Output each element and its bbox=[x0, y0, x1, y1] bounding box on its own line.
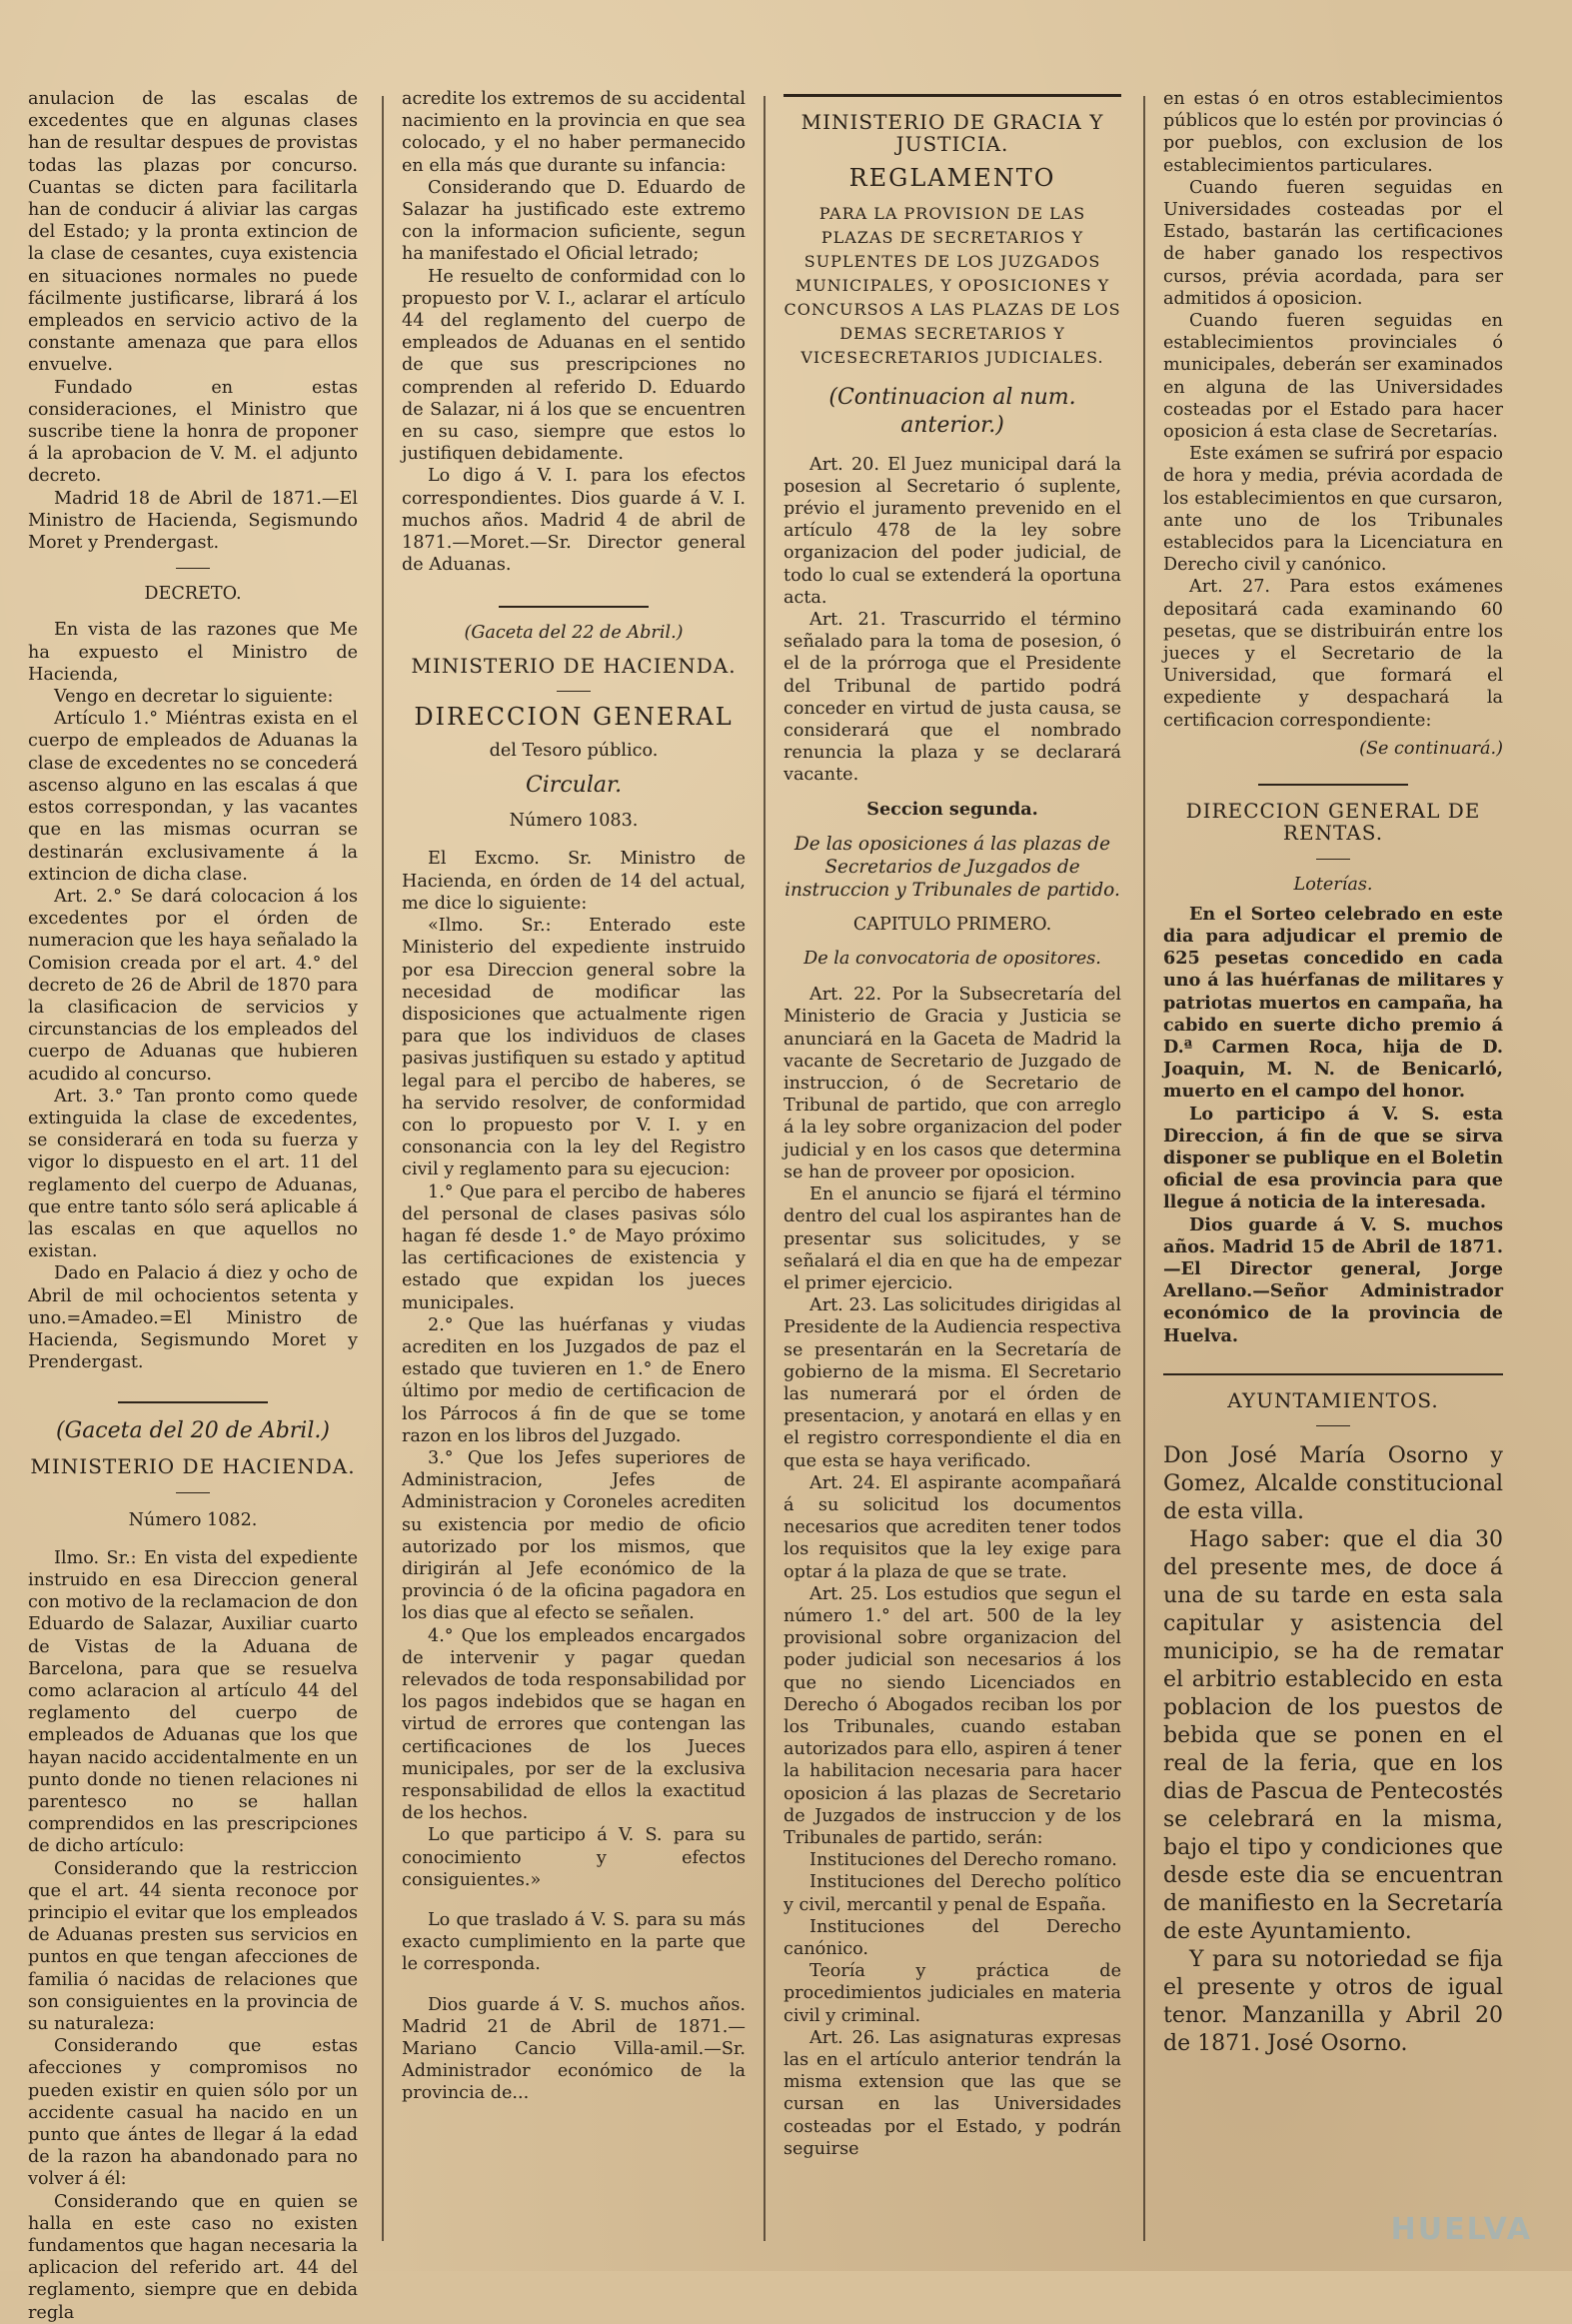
ministry-heading: MINISTERIO DE HACIENDA. bbox=[30, 1454, 356, 1479]
ministry-heading: MINISTERIO DE HACIENDA. bbox=[411, 653, 737, 678]
subheading: del Tesoro público. bbox=[489, 741, 659, 762]
paragraph: Lo que participo á V. S. para su conocimiento y efectos consiguientes.» bbox=[402, 1825, 746, 1890]
paragraph: Don José María Osorno y Gomez, Alcalde constitucional de esta villa. bbox=[1163, 1442, 1503, 1524]
divider bbox=[176, 568, 210, 569]
paragraph: 4.° Que los empleados encargados de intervenir y pagar quedan relevados de toda responsabilidad por los pagos indebidos que se hagan en virtud de errores que contengan las certificaciones de los Jueces municipales, por ser de la exclusiva responsabilidad de ellos la exactitud de los hechos. bbox=[402, 1625, 746, 1824]
paragraph: Dado en Palacio á diez y ocho de Abril de mil ochocientos setenta y uno.=Amadeo.=El Ministro de Hacienda, Segismundo Moret y Prendergast. bbox=[28, 1263, 358, 1373]
paragraph: Ilmo. Sr.: En vista del expediente instruido en esa Direccion general con motivo de la reclamacion de don Eduardo de Salazar, Auxiliar cuarto de Vistas de la Aduana de Barcelona, para que se resuelva como aclaracion al artículo 44 del reglamento del cuerpo de empleados de Aduanas que los que hayan nacido accidentalmente en un punto donde no tienen relaciones ni parentesco no se hallan comprendidos en las prescripciones de dicho artículo: bbox=[28, 1547, 358, 1857]
paragraph: en estas ó en otros establecimientos públicos que lo estén por provincias ó por pueblos, con exclusion de los establecimientos particulares. bbox=[1163, 89, 1503, 176]
paragraph: Art. 2.° Se dará colocacion á los excedentes por el órden de numeracion que les haya señalado la Comision creada por el art. 4.° del decreto de 26 de Abril de 1870 para la clasificacion de servicios y circunstancias de los empleados del cuerpo de Aduanas que hubieren acudido al concurso. bbox=[28, 886, 358, 1085]
paragraph: Dios guarde á V. S. muchos años. Madrid 21 de Abril de 1871.—Mariano Cancio Villa-amil.—Sr. Administrador económico de la provincia de... bbox=[402, 1994, 746, 2104]
paragraph: He resuelto de conformidad con lo propuesto por V. I., aclarar el artículo 44 del reglamento del cuerpo de empleados de Aduanas en el sentido de que sus prescripciones no comprenden al referido D. Eduardo de Salazar, ni á los que se encuentren en su caso, siempre que estos lo justifiquen debidamente. bbox=[402, 266, 746, 465]
paragraph: Art. 20. El Juez municipal dará la posesion al Secretario ó suplente, prévio el juramento prevenido en el artículo 478 de la ley sobre organizacion del poder judicial, de todo lo cual se extenderá la oportuna acta. bbox=[784, 454, 1121, 608]
direction-heading: DIRECCION GENERAL DE RENTAS. bbox=[1185, 799, 1481, 846]
paragraph: Lo digo á V. I. para los efectos correspondientes. Dios guarde á V. I. muchos años. Madrid 4 de abril de 1871.—Moret.—Sr. Director general de Aduanas. bbox=[402, 466, 746, 576]
section-heading: Seccion segunda. bbox=[866, 798, 1038, 820]
column-rule bbox=[764, 96, 766, 2241]
paragraph: En vista de las razones que Me ha expuesto el Ministro de Hacienda, bbox=[28, 620, 358, 685]
regulation-subtitle: PARA LA PROVISION DE LAS PLAZAS DE SECRETARIOS Y SUPLENTES DE LOS JUZGADOS MUNICIPALES, Y OPOSICIONES Y CONCURSOS A LAS PLAZAS DE LOS DEMAS SECRETARIOS Y VICESECRETARIOS JUDICIALES. bbox=[784, 203, 1121, 367]
circular-label: Circular. bbox=[525, 773, 623, 799]
paragraph: Instituciones del Derecho político y civil, mercantil y penal de España. bbox=[784, 1872, 1121, 1915]
paragraph: Este exámen se sufrirá por espacio de hora y media, prévia acordada de los establecimientos en que cursaron, ante uno de los Tribunales establecidos para la Licenciatura en Derecho civil y canónico. bbox=[1163, 444, 1503, 576]
divider bbox=[557, 691, 591, 692]
paragraph: 3.° Que los Jefes superiores de Administracion, Jefes de Administracion y Coroneles acrediten su existencia por medio de oficio autorizado por los mismos, que dirigirán al Jefe económico de la provincia ó de la oficina pagadora en los dias que al efecto se señalen. bbox=[402, 1447, 746, 1624]
paragraph: Y para su notoriedad se fija el presente y otros de igual tenor. Manzanilla y Abril 20 de 1871. José Osorno. bbox=[1163, 1946, 1503, 2056]
subheading: Loterías. bbox=[1293, 874, 1373, 895]
paragraph: Art. 3.° Tan pronto como quede extinguida la clase de excedentes, se considerará en toda su fuerza y vigor lo dispuesto en el art. 11 del reglamento del cuerpo de Aduanas, que entre tanto sólo será aplicable á las escalas en que aquellos no existan. bbox=[28, 1086, 358, 1262]
paragraph: En el Sorteo celebrado en este dia para adjudicar el premio de 625 pesetas concedido en cada uno á las huérfanas de militares y patriotas muertos en campaña, ha cabido en suerte dicho premio á D.ª Carmen Roca, hija de D. Joaquin, M. N. de Benicarló, muerto en el campo del honor. bbox=[1163, 903, 1503, 1103]
paragraph: anulacion de las escalas de excedentes que en algunas clases han de resultar despues de provistas todas las plazas por concurso. Cuantas se dicten para facilitarla han de conducir á aliviar las cargas del Estado; y la pronta extincion de la clase de cesantes, cuya existencia en situaciones normales no puede fácilmente justificarse, librará á los empleados en servicio activo de la constante amenaza que para ellos envuelve. bbox=[28, 89, 358, 376]
document-number: Número 1082. bbox=[128, 1509, 258, 1530]
divider bbox=[499, 606, 649, 608]
divider bbox=[176, 1492, 210, 1493]
paragraph: Considerando que D. Eduardo de Salazar ha justificado este extremo con la informacion suficiente, segun ha manifestado el Oficial letrado; bbox=[402, 177, 746, 265]
paragraph: Hago saber: que el dia 30 del presente mes, de doce á una de su tarde en esta sala capitular y asistencia del municipio, se ha de rematar el arbitrio establecido en esta poblacion de los puestos de bebida que se ponen en el real de la feria, que en los dias de Pascua de Pentecostés se celebrará en la misma, bajo el tipo y condiciones que desde este dia se encuentran de manifiesto en la Secretaría de este Ayuntamiento. bbox=[1163, 1526, 1503, 1944]
paragraph: 2.° Que las huérfanas y viudas acrediten en los Juzgados de paz el estado que tuvieren en 1.° de Enero último por medio de certificacion de los Párrocos á fin de que se tome razon en los libros del Juzgado. bbox=[402, 1314, 746, 1446]
paragraph: «Ilmo. Sr.: Enterado este Ministerio del expediente instruido por esa Direccion general sobre la necesidad de modificar las disposiciones que actualmente rigen para que los individuos de clases pasivas justifiquen su estado y aptitud legal para el percibo de haberes, se ha servido resolver, de conformidad con lo propuesto por V. I. y en consonancia con la ley del Registro civil y reglamento para su ejecucion: bbox=[402, 916, 746, 1180]
paragraph: Fundado en estas consideraciones, el Ministro que suscribe tiene la honra de proponer á la aprobacion de V. M. el adjunto decreto. bbox=[28, 377, 358, 487]
paragraph: acredite los extremos de su accidental nacimiento en la provincia en que sea colocado, y el no haber permanecido en ella más que durante su infancia: bbox=[402, 89, 746, 176]
divider bbox=[1163, 1373, 1503, 1375]
regulation-title: REGLAMENTO bbox=[848, 164, 1056, 193]
paragraph: Vengo en decretar lo siguiente: bbox=[54, 687, 334, 708]
divider bbox=[118, 1401, 268, 1403]
paragraph: Art. 24. El aspirante acompañará á su solicitud los documentos necesarios que acrediten tener todos los requisitos que la ley exige para optar á la plaza de que se trate. bbox=[784, 1472, 1121, 1582]
column-2 bbox=[402, 88, 746, 2231]
paragraph: Art. 21. Trascurrido el término señalado para la toma de posesion, ó el de la prórroga que el Presidente del Tribunal de partido podrá conceder en virtud de justa causa, se considerará que el nombrado renuncia la plaza y se declarará vacante. bbox=[784, 610, 1121, 786]
section-subheading: De las oposiciones á las plazas de Secretarios de Juzgados de instruccion y Tribunales de partido. bbox=[785, 833, 1120, 901]
paragraph: Instituciones del Derecho romano. bbox=[809, 1850, 1117, 1871]
column-1 bbox=[28, 88, 358, 2323]
column-3 bbox=[784, 88, 1121, 2231]
paragraph: En el anuncio se fijará el término dentro del cual los aspirantes han de presentar sus solicitudes, y se señalará el dia en que ha de empezar el primer ejercicio. bbox=[784, 1184, 1121, 1293]
divider bbox=[784, 94, 1121, 97]
paragraph: Considerando que la restriccion que el art. 44 sienta reconoce por principio el evitar que los empleados de Aduanas presten sus servicios en puntos en que tengan afecciones de familia ó nacidas de relaciones que son consiguientes en la provincia de su naturaleza: bbox=[28, 1858, 358, 2035]
continuation-note: (Continuacion al num. anterior.) bbox=[828, 384, 1076, 438]
column-4 bbox=[1163, 88, 1503, 2231]
gaceta-date: (Gaceta del 22 de Abril.) bbox=[464, 623, 684, 644]
paragraph: Considerando que en quien se halla en este caso no existen fundamentos que hagan necesaria la aplicacion del referido art. 44 del reglamento, siempre que en debida regla bbox=[28, 2191, 358, 2323]
paragraph: Art. 27. Para estos exámenes depositará cada examinando 60 pesetas, que se distribuirán entre los jueces y el Secretario de la Universidad, que formará el expediente y despachará la certificacion correspondiente: bbox=[1163, 577, 1503, 731]
paragraph: Teoría y práctica de procedimientos judiciales en materia civil y criminal. bbox=[784, 1961, 1121, 2026]
paragraph: Art. 26. Las asignaturas expresas las en el artículo anterior tendrán la misma extension que las que se cursan en las Universidades costeadas por el Estado, y podrán seguirse bbox=[784, 2027, 1121, 2159]
column-rule bbox=[382, 96, 384, 2241]
paragraph: Cuando fueren seguidas en establecimientos provinciales ó municipales, deberán ser examinados en alguna de las Universidades costeadas por el Estado para hacer oposicion á esta clase de Secretarías. bbox=[1163, 311, 1503, 443]
paragraph: Cuando fueren seguidas en Universidades costeadas por el Estado, bastarán las certificaciones de haber ganado los respectivos cursos, prévia acordada, para ser admitidos á oposicion. bbox=[1163, 177, 1503, 309]
paragraph: Artículo 1.° Miéntras exista en el cuerpo de empleados de Aduanas la clase de excedentes no se concederá ascenso alguno en las escalas á que estos correspondan, y las vacantes que en las mismas ocurran se destinarán exclusivamente á la extincion de dicha clase. bbox=[28, 709, 358, 885]
paragraph: Madrid 18 de Abril de 1871.—El Ministro de Hacienda, Segismundo Moret y Prendergast. bbox=[28, 488, 358, 554]
archive-watermark: HUELVA bbox=[1390, 2212, 1532, 2247]
paragraph: Considerando que estas afecciones y compromisos no pueden existir en quien sólo por un accidente casual ha nacido en un punto que ántes de llegar á la edad de la razon ha abandonado para no volver á él: bbox=[28, 2036, 358, 2190]
paragraph: Art. 23. Las solicitudes dirigidas al Presidente de la Audiencia respectiva se presentarán en la Secretaría de gobierno de la misma. El Secretario las numerará por el órden de presentacion, y anotará en ellas y en el registro correspondiente el dia en que esta se haya verificado. bbox=[784, 1295, 1121, 1471]
paragraph: Lo participo á V. S. esta Direccion, á fin de que se sirva disponer se publique en el Boletin oficial de esa provincia para que llegue á noticia de la interesada. bbox=[1163, 1103, 1503, 1213]
column-rule bbox=[1143, 96, 1145, 2241]
gaceta-date: (Gaceta del 20 de Abril.) bbox=[56, 1418, 330, 1444]
divider bbox=[1316, 1425, 1350, 1426]
paragraph: Art. 25. Los estudios que segun el número 1.° del art. 500 de la ley provisional sobre organizacion del poder judicial son necesarios á los que no siendo Licenciados en Derecho ó Abogados reciban los por los Tribunales, cuando estaban autorizados para ello, aspiren á tener la habilitacion necesaria para hacer oposicion á las plazas de Secretario de Juzgados de instruccion y de los Tribunales de partido, serán: bbox=[784, 1583, 1121, 1848]
divider bbox=[1258, 784, 1408, 786]
paragraph: Dios guarde á V. S. muchos años. Madrid 15 de Abril de 1871.—El Director general, Jorge Arellano.—Señor Administrador económico de la provincia de Huelva. bbox=[1163, 1213, 1503, 1346]
paragraph: Art. 22. Por la Subsecretaría del Ministerio de Gracia y Justicia se anunciará en la Gaceta de Madrid la vacante de Secretario de Juzgado de instruccion, ó de Secretario de Tribunal de partido, que con arreglo á la ley sobre organizacion del poder judicial y en los casos que determina se han de proveer por oposicion. bbox=[784, 985, 1121, 1182]
paragraph: 1.° Que para el percibo de haberes del personal de clases pasivas sólo hagan fé desde 1.° de Mayo próximo las certificaciones de existencia y estado que expidan los jueces municipales. bbox=[402, 1181, 746, 1313]
divider bbox=[1316, 859, 1350, 860]
section-title: DECRETO. bbox=[144, 584, 242, 605]
chapter-subheading: De la convocatoria de opositores. bbox=[803, 949, 1101, 970]
ministry-heading: MINISTERIO DE GRACIA Y JUSTICIA. bbox=[800, 110, 1104, 157]
direction-heading: DIRECCION GENERAL bbox=[414, 702, 734, 731]
paragraph: El Excmo. Sr. Ministro de Hacienda, en órden de 14 del actual, me dice lo siguiente: bbox=[402, 849, 746, 914]
paragraph: Lo que traslado á V. S. para su más exacto cumplimiento en la parte que le corresponda. bbox=[402, 1910, 746, 1975]
paragraph: Instituciones del Derecho canónico. bbox=[784, 1916, 1121, 1959]
chapter-heading: CAPITULO PRIMERO. bbox=[852, 914, 1052, 935]
ayuntamientos-heading: AYUNTAMIENTOS. bbox=[1227, 1387, 1439, 1412]
document-number: Número 1083. bbox=[509, 811, 639, 832]
continuation-note: (Se continuará.) bbox=[1359, 738, 1503, 759]
